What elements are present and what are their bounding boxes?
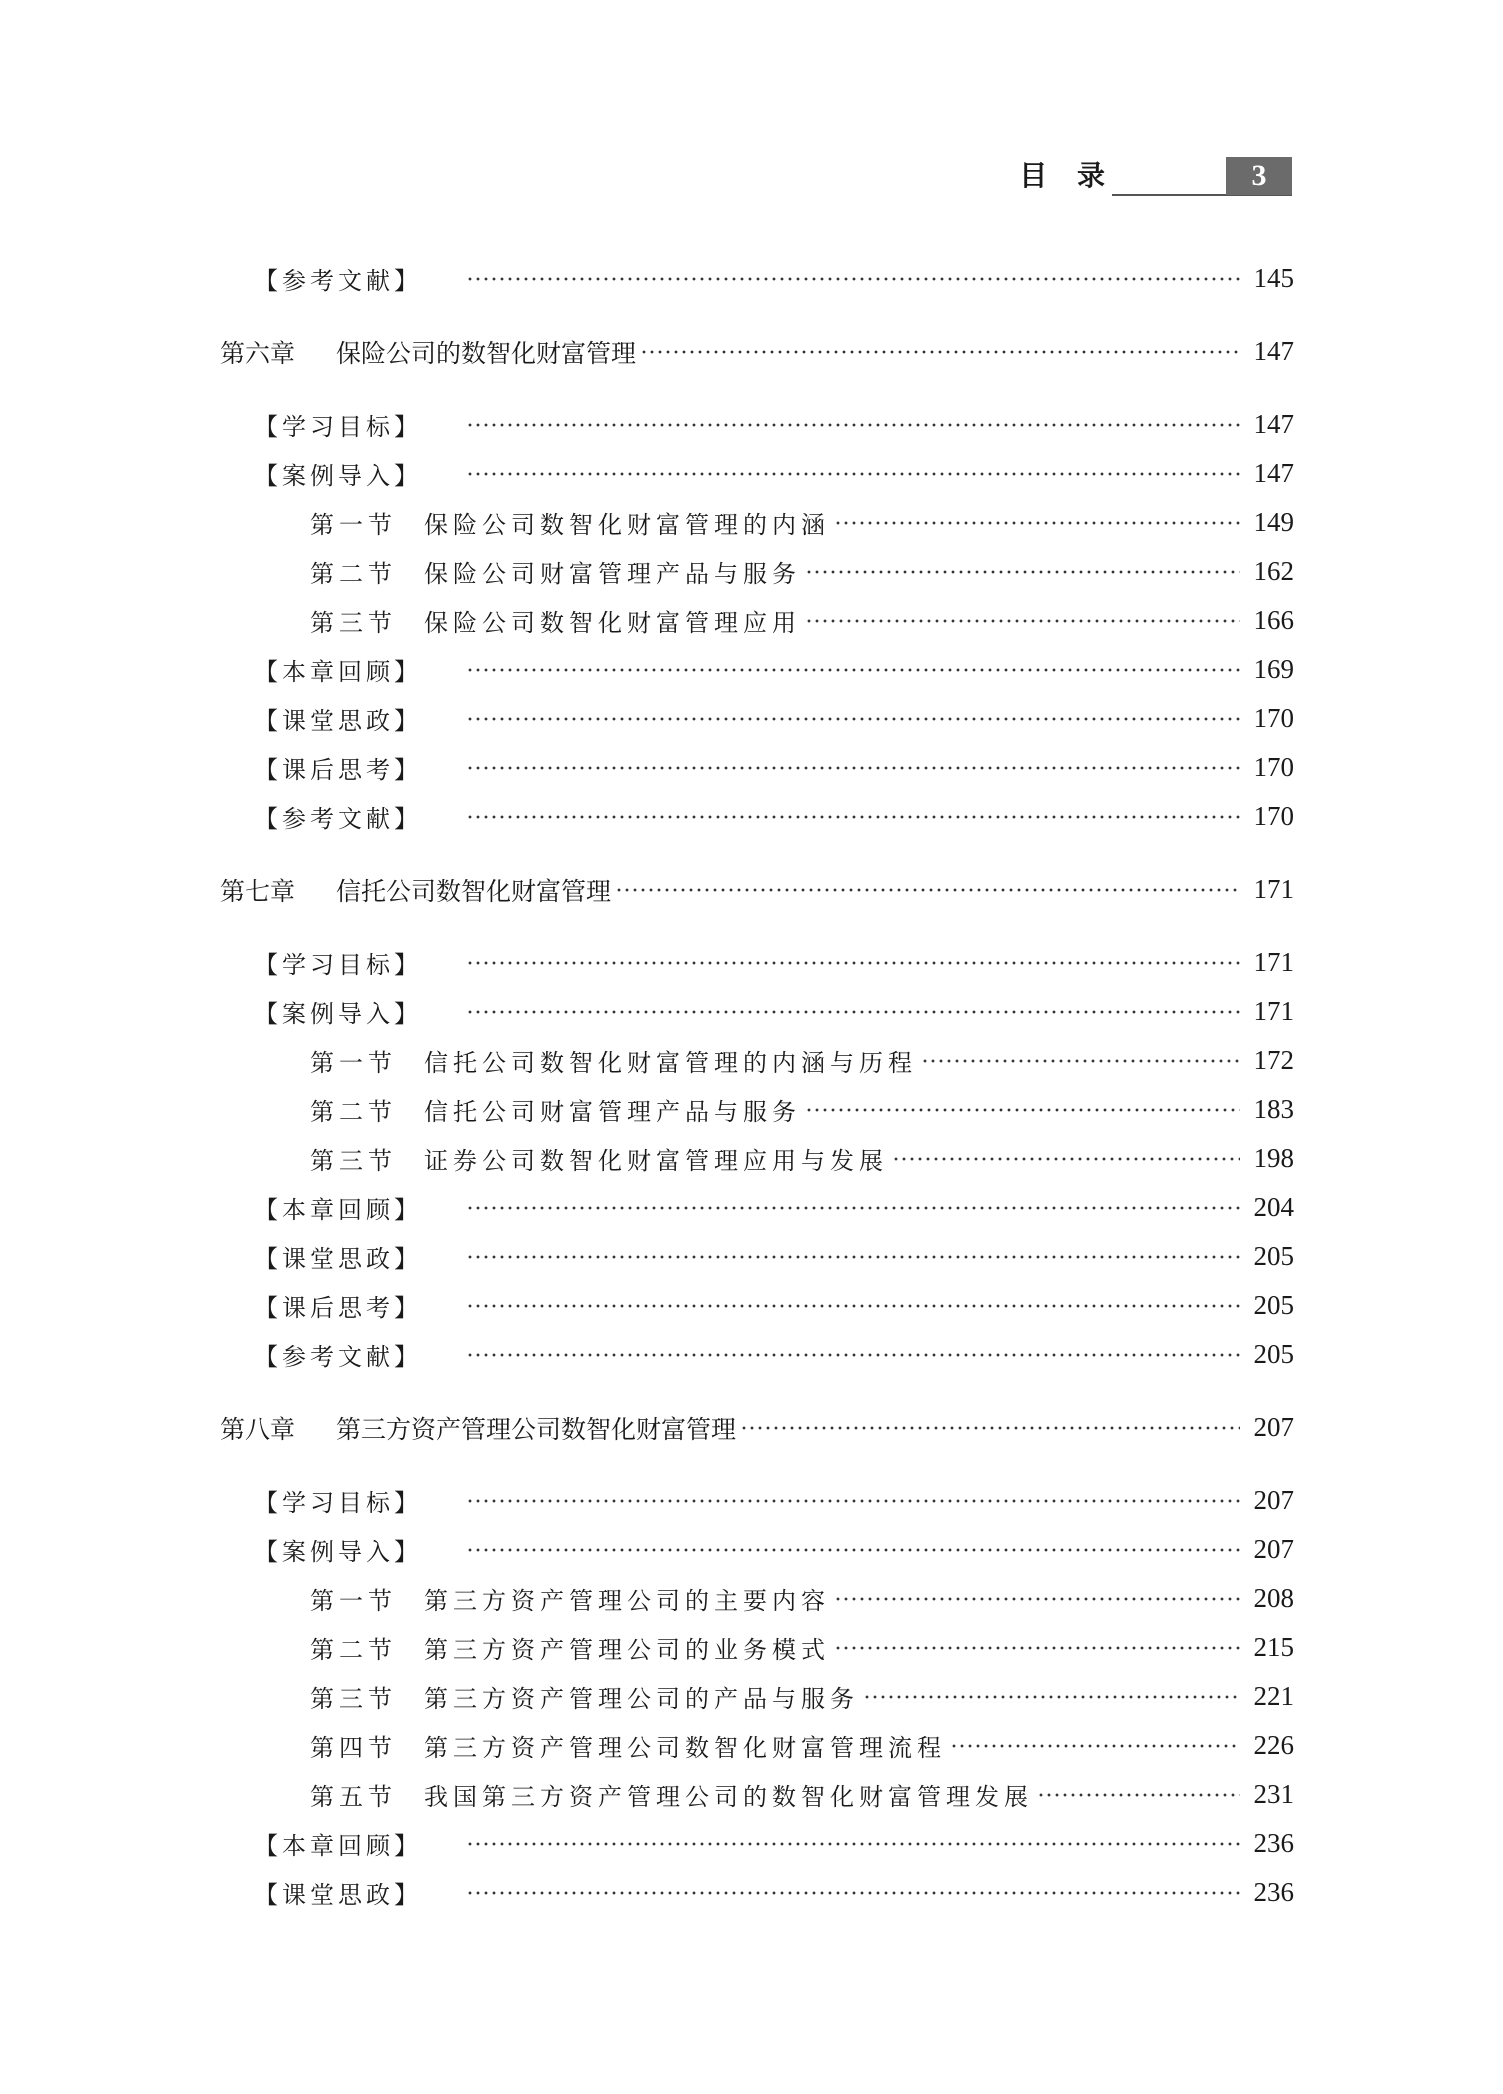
toc-entry-label: 【参考文献】 (254, 1343, 422, 1371)
toc-bracket-row[interactable] (220, 1476, 1294, 1525)
running-header-title: 目 录 (1019, 159, 1115, 192)
dot-leader (466, 952, 1240, 974)
section-title: 保险公司数智化财富管理应用 (424, 609, 801, 637)
page-number: 147 (1253, 458, 1294, 488)
section-number: 第一节 (310, 1587, 397, 1615)
page-number: 171 (1253, 996, 1294, 1026)
toc-entry-label: 【学习目标】 (254, 1489, 422, 1517)
toc-bracket-row[interactable] (220, 1281, 1294, 1330)
section-heading (220, 1777, 1033, 1812)
toc-section-row[interactable] (220, 1770, 1294, 1819)
chapter-number: 第六章 (220, 338, 296, 368)
page-number: 149 (1253, 507, 1294, 537)
section-title: 保险公司财富管理产品与服务 (424, 560, 801, 588)
dot-leader (1037, 1784, 1240, 1806)
toc-section-row[interactable] (220, 596, 1294, 645)
dot-leader (466, 659, 1240, 681)
dot-leader (466, 268, 1240, 290)
dot-leader (805, 561, 1240, 583)
section-heading (220, 1043, 917, 1078)
dot-leader (466, 1344, 1240, 1366)
toc-bracket-row[interactable] (220, 1525, 1294, 1574)
page-number: 208 (1253, 1583, 1294, 1613)
chapter-title: 保险公司的数智化财富管理 (336, 338, 637, 368)
section-title: 第三方资产管理公司数智化财富管理流程 (424, 1734, 946, 1762)
dot-leader (805, 1099, 1240, 1121)
toc-section-row[interactable] (220, 1623, 1294, 1672)
toc-entry-label: 【课后思考】 (254, 756, 422, 784)
dot-leader (466, 1001, 1240, 1023)
page-number: 221 (1253, 1681, 1294, 1711)
section-title: 第三方资产管理公司的业务模式 (424, 1636, 830, 1664)
section-number: 第二节 (310, 1636, 397, 1664)
section-title: 第三方资产管理公司的主要内容 (424, 1587, 830, 1615)
chapter-number: 第七章 (220, 876, 296, 906)
toc-bracket-row[interactable] (220, 645, 1294, 694)
page-number: 162 (1253, 556, 1294, 586)
section-heading (220, 1679, 859, 1714)
section-number: 第二节 (310, 1098, 397, 1126)
dot-leader (466, 1882, 1240, 1904)
page-number: 205 (1253, 1241, 1294, 1271)
toc-entry-label: 【课后思考】 (254, 1294, 422, 1322)
dot-leader (950, 1735, 1240, 1757)
section-title: 保险公司数智化财富管理的内涵 (424, 511, 830, 539)
section-heading (220, 554, 801, 589)
toc-entry-label: 【案例导入】 (254, 1000, 422, 1028)
page-number: 205 (1253, 1290, 1294, 1320)
section-title: 我国第三方资产管理公司的数智化财富管理发展 (424, 1783, 1033, 1811)
toc-entry-label: 【课堂思政】 (254, 707, 422, 735)
section-number: 第二节 (310, 560, 397, 588)
chapter-heading (220, 872, 611, 908)
section-heading (220, 1092, 801, 1127)
page-number: 169 (1253, 654, 1294, 684)
dot-leader (466, 1833, 1240, 1855)
toc-bracket-row[interactable] (220, 1330, 1294, 1379)
toc-bracket-row[interactable] (220, 449, 1294, 498)
toc-bracket-row[interactable] (220, 987, 1294, 1036)
toc-entry-label: 【案例导入】 (254, 462, 422, 490)
section-number: 第一节 (310, 511, 397, 539)
toc-bracket-row[interactable] (220, 1183, 1294, 1232)
toc-bracket-row[interactable] (220, 1819, 1294, 1868)
dot-leader (466, 1295, 1240, 1317)
toc-chapter-row[interactable] (220, 865, 1294, 914)
section-title: 信托公司数智化财富管理的内涵与历程 (424, 1049, 917, 1077)
toc-bracket-row[interactable] (220, 938, 1294, 987)
chapter-title: 第三方资产管理公司数智化财富管理 (336, 1414, 737, 1444)
page-number: 236 (1253, 1828, 1294, 1858)
dot-leader (466, 1246, 1240, 1268)
dot-leader (834, 1637, 1240, 1659)
page-number: 170 (1253, 703, 1294, 733)
toc-bracket-row[interactable] (220, 743, 1294, 792)
chapter-heading (220, 334, 636, 370)
page-number: 170 (1253, 752, 1294, 782)
dot-leader (615, 879, 1240, 901)
dot-leader (892, 1148, 1240, 1170)
dot-leader (740, 1417, 1240, 1439)
section-heading (220, 1630, 830, 1665)
page-number: 231 (1253, 1779, 1294, 1809)
dot-leader (834, 512, 1240, 534)
toc-entry-label: 【学习目标】 (254, 413, 422, 441)
section-heading (220, 1728, 946, 1763)
toc-chapter-row[interactable] (220, 1403, 1294, 1452)
page-number: 198 (1253, 1143, 1294, 1173)
section-number: 第三节 (310, 1147, 397, 1175)
toc-section-row[interactable] (220, 1134, 1294, 1183)
toc-section-row[interactable] (220, 1085, 1294, 1134)
toc-entry-label: 【课堂思政】 (254, 1245, 422, 1273)
toc-bracket-row[interactable] (220, 792, 1294, 841)
toc-bracket-row[interactable] (220, 400, 1294, 449)
toc-section-row[interactable] (220, 1574, 1294, 1623)
page-number: 207 (1253, 1412, 1294, 1442)
toc-bracket-row[interactable] (220, 1232, 1294, 1281)
dot-leader (466, 1197, 1240, 1219)
running-header-page-number: 3 (1226, 157, 1292, 195)
page-number: 170 (1253, 801, 1294, 831)
page-number: 171 (1253, 874, 1294, 904)
toc-entry-label: 【课堂思政】 (254, 1881, 422, 1909)
page-number: 183 (1253, 1094, 1294, 1124)
toc-entry-label: 【本章回顾】 (254, 1832, 422, 1860)
page-number: 145 (1253, 263, 1294, 293)
dot-leader (466, 463, 1240, 485)
page-number: 215 (1253, 1632, 1294, 1662)
section-heading (220, 1141, 888, 1176)
section-number: 第五节 (310, 1783, 397, 1811)
table-of-contents (220, 254, 1294, 1917)
toc-chapter-row[interactable] (220, 327, 1294, 376)
toc-bracket-row[interactable] (220, 694, 1294, 743)
page-number: 147 (1253, 409, 1294, 439)
dot-leader (921, 1050, 1240, 1072)
page-number: 171 (1253, 947, 1294, 977)
dot-leader (466, 757, 1240, 779)
dot-leader (640, 341, 1240, 363)
section-title: 信托公司财富管理产品与服务 (424, 1098, 801, 1126)
toc-section-row[interactable] (220, 1036, 1294, 1085)
toc-section-row[interactable] (220, 1672, 1294, 1721)
section-title: 第三方资产管理公司的产品与服务 (424, 1685, 859, 1713)
toc-bracket-row[interactable] (220, 1868, 1294, 1917)
page-number: 205 (1253, 1339, 1294, 1369)
section-heading (220, 505, 830, 540)
chapter-heading (220, 1410, 736, 1446)
section-number: 第三节 (310, 1685, 397, 1713)
toc-section-row[interactable] (220, 547, 1294, 596)
section-title: 证券公司数智化财富管理应用与发展 (424, 1147, 888, 1175)
dot-leader (466, 414, 1240, 436)
toc-section-row[interactable] (220, 498, 1294, 547)
dot-leader (863, 1686, 1240, 1708)
toc-entry-label: 【本章回顾】 (254, 1196, 422, 1224)
page-number: 207 (1253, 1534, 1294, 1564)
section-heading (220, 1581, 830, 1616)
toc-entry-label: 【参考文献】 (254, 805, 422, 833)
page-number: 226 (1253, 1730, 1294, 1760)
page-number: 204 (1253, 1192, 1294, 1222)
section-heading (220, 603, 801, 638)
page-number: 207 (1253, 1485, 1294, 1515)
toc-entry-label: 【案例导入】 (254, 1538, 422, 1566)
toc-entry-label: 【本章回顾】 (254, 658, 422, 686)
page-number: 172 (1253, 1045, 1294, 1075)
toc-bracket-row[interactable] (220, 254, 1294, 303)
dot-leader (466, 708, 1240, 730)
toc-section-row[interactable] (220, 1721, 1294, 1770)
dot-leader (805, 610, 1240, 632)
section-number: 第一节 (310, 1049, 397, 1077)
toc-entry-label: 【参考文献】 (254, 267, 422, 295)
chapter-title: 信托公司数智化财富管理 (336, 876, 612, 906)
dot-leader (834, 1588, 1240, 1610)
section-number: 第四节 (310, 1734, 397, 1762)
toc-entry-label: 【学习目标】 (254, 951, 422, 979)
dot-leader (466, 1539, 1240, 1561)
page-number: 166 (1253, 605, 1294, 635)
dot-leader (466, 1490, 1240, 1512)
dot-leader (466, 806, 1240, 828)
section-number: 第三节 (310, 609, 397, 637)
page-number: 236 (1253, 1877, 1294, 1907)
page-number: 147 (1253, 336, 1294, 366)
chapter-number: 第八章 (220, 1414, 296, 1444)
